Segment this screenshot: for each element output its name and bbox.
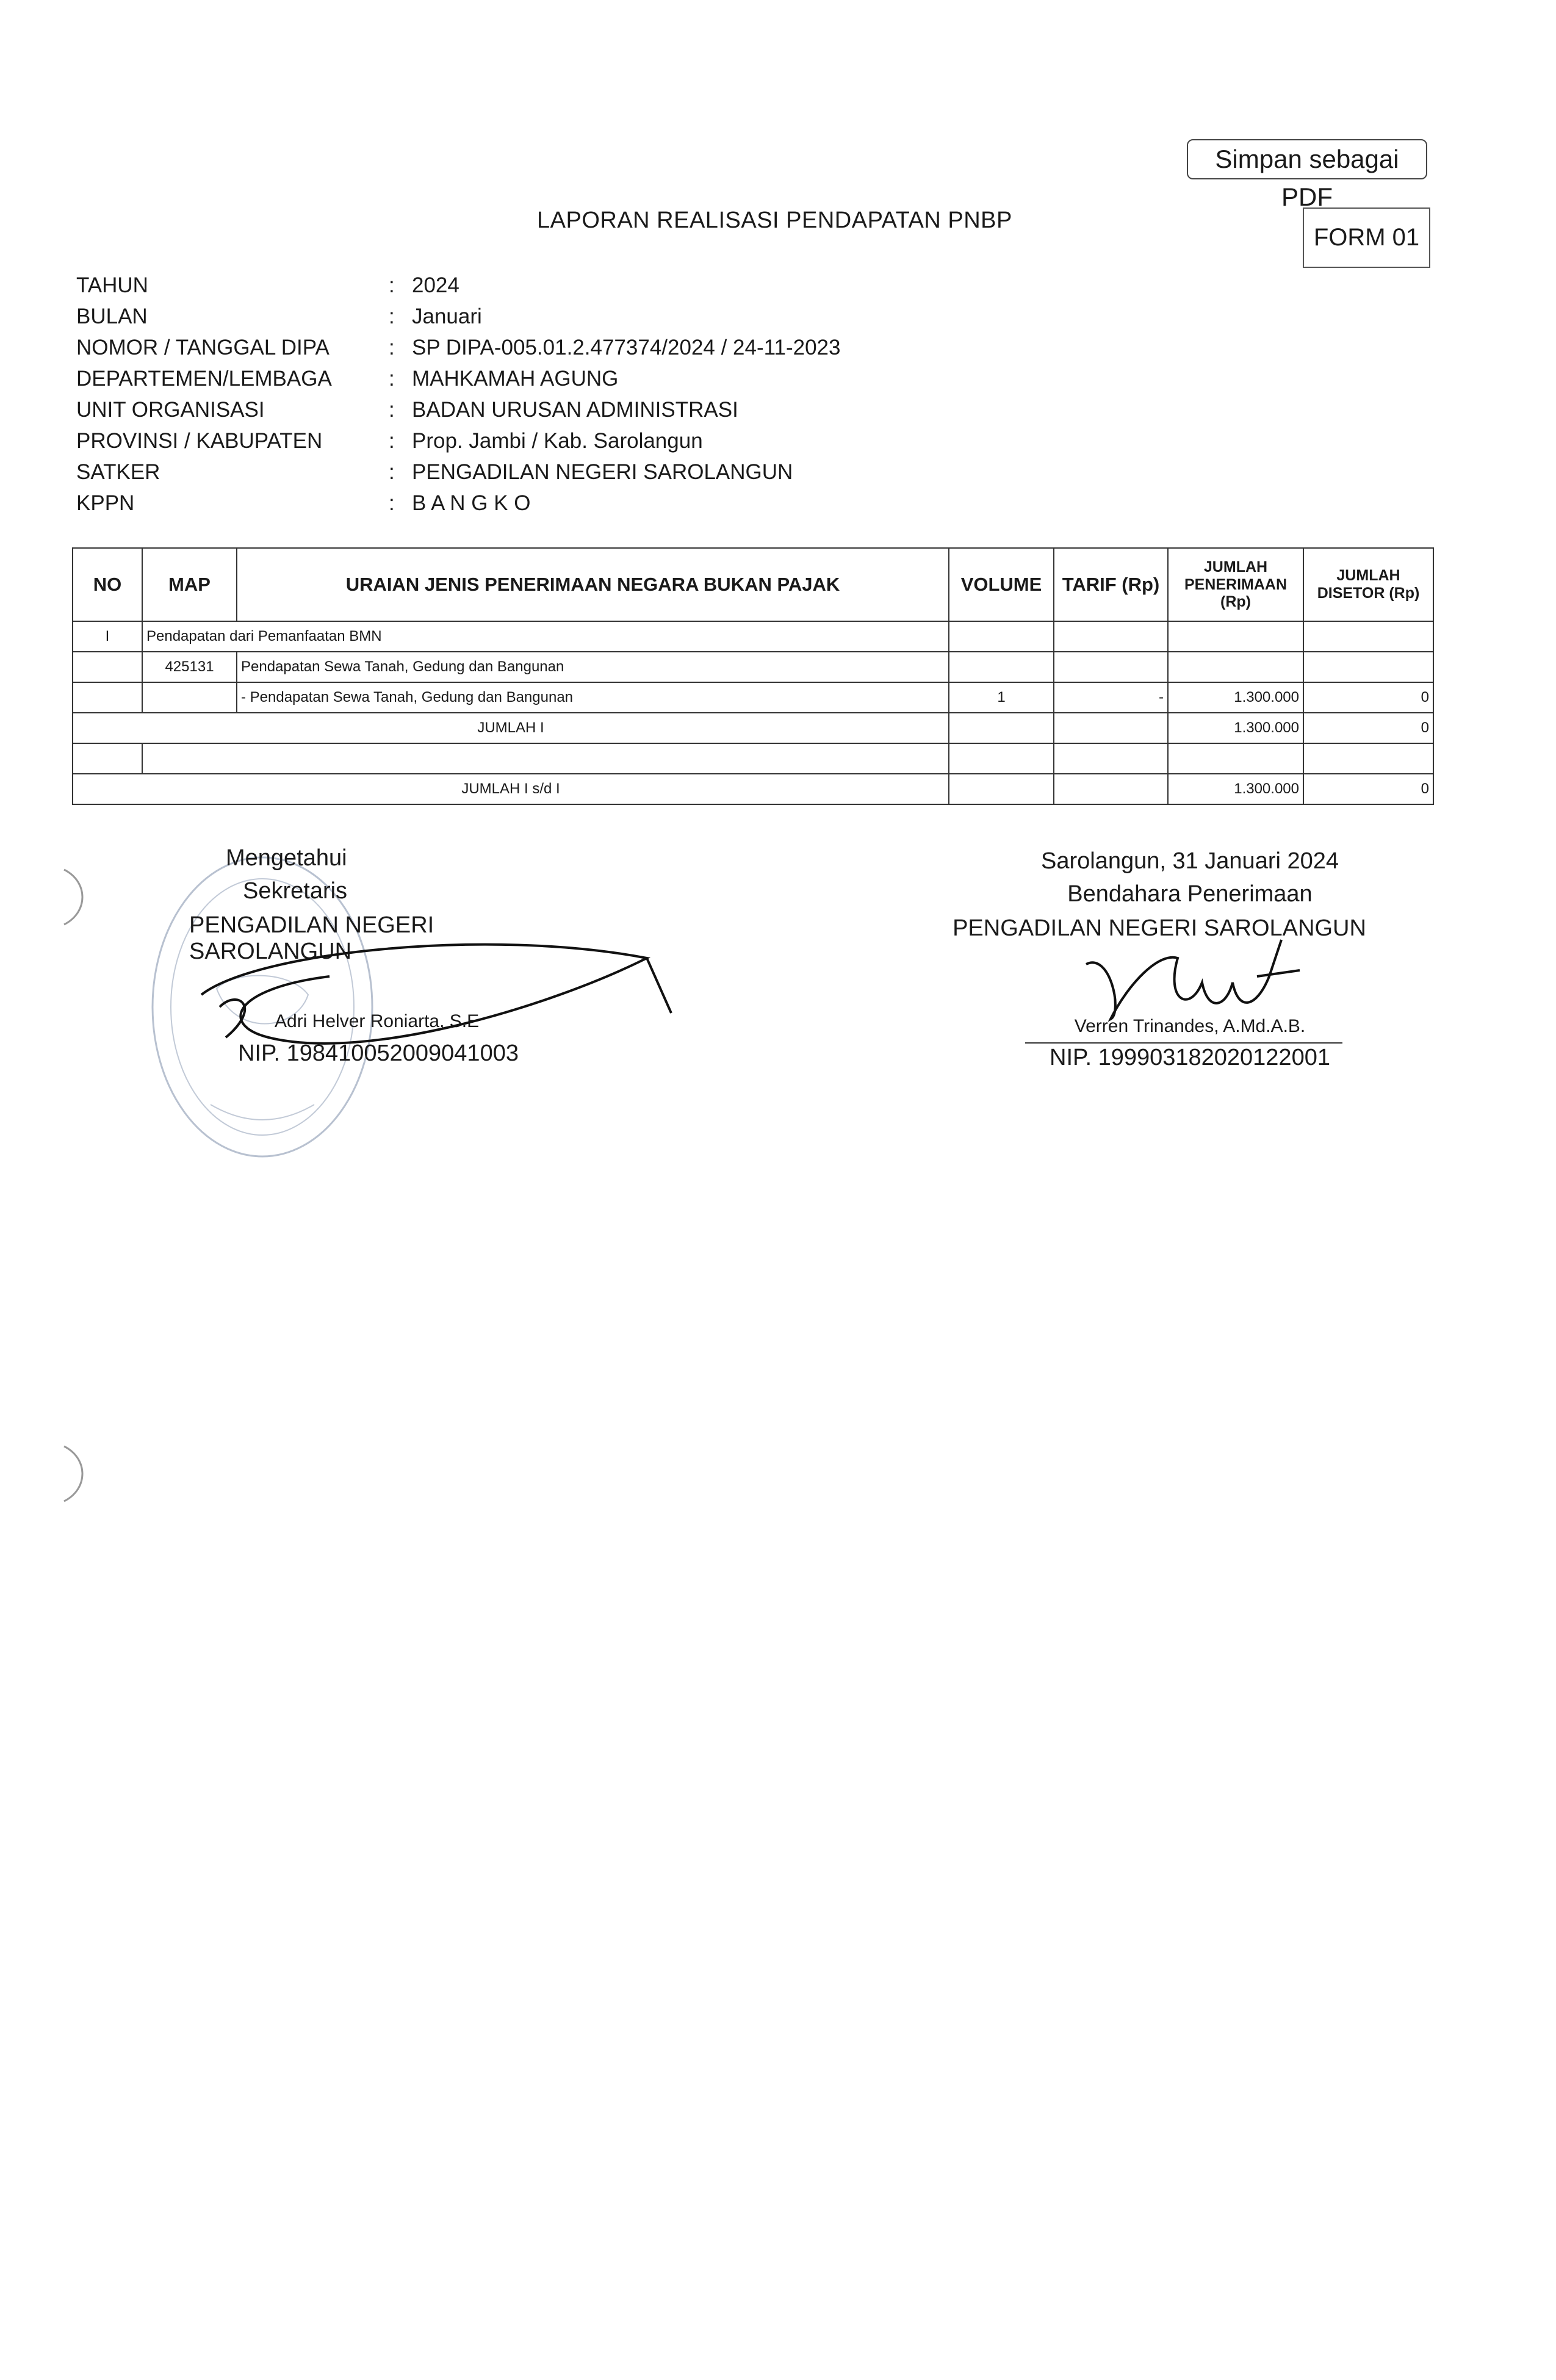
cell-volume: 1	[949, 682, 1054, 713]
meta-value: Prop. Jambi / Kab. Sarolangun	[412, 429, 703, 453]
meta-colon: :	[389, 273, 395, 297]
meta-colon: :	[389, 429, 395, 453]
sig-right-role: Bendahara Penerimaan	[1067, 881, 1313, 907]
cell-empty	[73, 652, 142, 682]
table-header-row	[73, 548, 1433, 621]
meta-row-departemen	[76, 363, 931, 394]
cell-empty	[949, 774, 1054, 804]
meta-colon: :	[389, 336, 395, 359]
meta-value: MAHKAMAH AGUNG	[412, 367, 619, 391]
document-title: LAPORAN REALISASI PENDAPATAN PNBP	[537, 207, 1012, 233]
cell-empty	[949, 743, 1054, 774]
cell-disetor: 0	[1303, 682, 1433, 713]
cell-empty	[1054, 743, 1168, 774]
table-row-subtotal	[73, 713, 1433, 743]
meta-label: PROVINSI / KABUPATEN	[76, 429, 323, 453]
meta-colon: :	[389, 491, 395, 515]
col-header-uraian: URAIAN JENIS PENERIMAAN NEGARA BUKAN PAJAK	[237, 548, 949, 621]
sig-left-name: Adri Helver Roniarta, S.E	[275, 1011, 480, 1031]
cell-empty	[949, 713, 1054, 743]
cell-no: I	[73, 621, 142, 652]
cell-empty	[949, 652, 1054, 682]
cell-empty	[949, 621, 1054, 652]
cell-subtotal-label: JUMLAH I	[73, 713, 949, 743]
sig-right-nip: NIP. 199903182020122001	[1050, 1045, 1330, 1070]
meta-label: TAHUN	[76, 273, 148, 297]
cell-empty	[73, 682, 142, 713]
table-row-total	[73, 774, 1433, 804]
meta-label: UNIT ORGANISASI	[76, 398, 265, 422]
col-header-tarif: TARIF (Rp)	[1054, 548, 1168, 621]
cell-empty	[1168, 652, 1303, 682]
cell-total-penerimaan: 1.300.000	[1168, 774, 1303, 804]
cell-item-label: - Pendapatan Sewa Tanah, Gedung dan Bangunan	[237, 682, 949, 713]
meta-row-bulan	[76, 301, 931, 332]
meta-value: BADAN URUSAN ADMINISTRASI	[412, 398, 738, 422]
meta-row-provinsi	[76, 425, 931, 456]
sig-right-office: PENGADILAN NEGERI SAROLANGUN	[953, 915, 1366, 941]
sig-right-name: Verren Trinandes, A.Md.A.B.	[1074, 1016, 1306, 1036]
table-row-map	[73, 652, 1433, 682]
meta-row-unit	[76, 394, 931, 425]
meta-label: KPPN	[76, 491, 135, 515]
sig-right-underline	[1025, 1042, 1342, 1044]
cell-empty	[1303, 743, 1433, 774]
sig-left-line2: Sekretaris	[243, 878, 348, 904]
meta-colon: :	[389, 460, 395, 484]
cell-group-label: Pendapatan dari Pemanfaatan BMN	[142, 621, 949, 652]
cell-empty	[1054, 774, 1168, 804]
cell-total-label: JUMLAH I s/d I	[73, 774, 949, 804]
meta-colon: :	[389, 398, 395, 422]
sig-left-nip: NIP. 198410052009041003	[238, 1040, 519, 1066]
save-as-pdf-button[interactable]: Simpan sebagai PDF	[1187, 139, 1427, 179]
meta-label: SATKER	[76, 460, 160, 484]
cell-empty	[1303, 621, 1433, 652]
meta-row-tahun	[76, 270, 931, 301]
col-header-map: MAP	[142, 548, 237, 621]
cell-empty	[142, 743, 949, 774]
sig-left-office: PENGADILAN NEGERI SAROLANGUN	[189, 912, 434, 964]
handwritten-signature-left	[183, 915, 708, 1074]
table-row-group	[73, 621, 1433, 652]
cell-total-disetor: 0	[1303, 774, 1433, 804]
pnbp-revenue-table	[72, 547, 1434, 805]
handwritten-signature-right	[1074, 928, 1306, 1031]
meta-row-satker	[76, 456, 931, 488]
col-header-jumlah-penerimaan: JUMLAH PENERIMAAN (Rp)	[1168, 548, 1303, 621]
table-row-item	[73, 682, 1433, 713]
cell-penerimaan: 1.300.000	[1168, 682, 1303, 713]
col-header-no: NO	[73, 548, 142, 621]
meta-value: SP DIPA-005.01.2.477374/2024 / 24-11-2023	[412, 336, 841, 359]
table-row-blank	[73, 743, 1433, 774]
meta-row-kppn	[76, 488, 931, 519]
cell-subtotal-penerimaan: 1.300.000	[1168, 713, 1303, 743]
binder-hole-mark	[58, 1440, 95, 1507]
meta-value: Januari	[412, 305, 482, 328]
meta-colon: :	[389, 305, 395, 328]
meta-value: 2024	[412, 273, 459, 297]
cell-empty	[1054, 713, 1168, 743]
meta-value: PENGADILAN NEGERI SAROLANGUN	[412, 460, 793, 484]
cell-empty	[73, 743, 142, 774]
meta-colon: :	[389, 367, 395, 391]
cell-empty	[1168, 743, 1303, 774]
meta-value: B A N G K O	[412, 491, 531, 515]
meta-label: BULAN	[76, 305, 148, 328]
cell-tarif: -	[1054, 682, 1168, 713]
cell-empty	[142, 682, 237, 713]
meta-row-dipa	[76, 332, 931, 363]
form-code-box: FORM 01	[1303, 207, 1430, 268]
sig-right-place-date: Sarolangun, 31 Januari 2024	[1040, 848, 1339, 874]
cell-empty	[1168, 621, 1303, 652]
cell-empty	[1303, 652, 1433, 682]
col-header-volume: VOLUME	[949, 548, 1054, 621]
cell-map-code: 425131	[142, 652, 237, 682]
meta-label: NOMOR / TANGGAL DIPA	[76, 336, 330, 359]
meta-label: DEPARTEMEN/LEMBAGA	[76, 367, 332, 391]
cell-subtotal-disetor: 0	[1303, 713, 1433, 743]
cell-map-label: Pendapatan Sewa Tanah, Gedung dan Bangunan	[237, 652, 949, 682]
cell-empty	[1054, 652, 1168, 682]
cell-empty	[1054, 621, 1168, 652]
report-meta	[76, 270, 931, 519]
col-header-jumlah-disetor: JUMLAH DISETOR (Rp)	[1303, 548, 1433, 621]
binder-hole-mark	[58, 864, 95, 931]
sig-left-line1: Mengetahui	[226, 845, 347, 871]
